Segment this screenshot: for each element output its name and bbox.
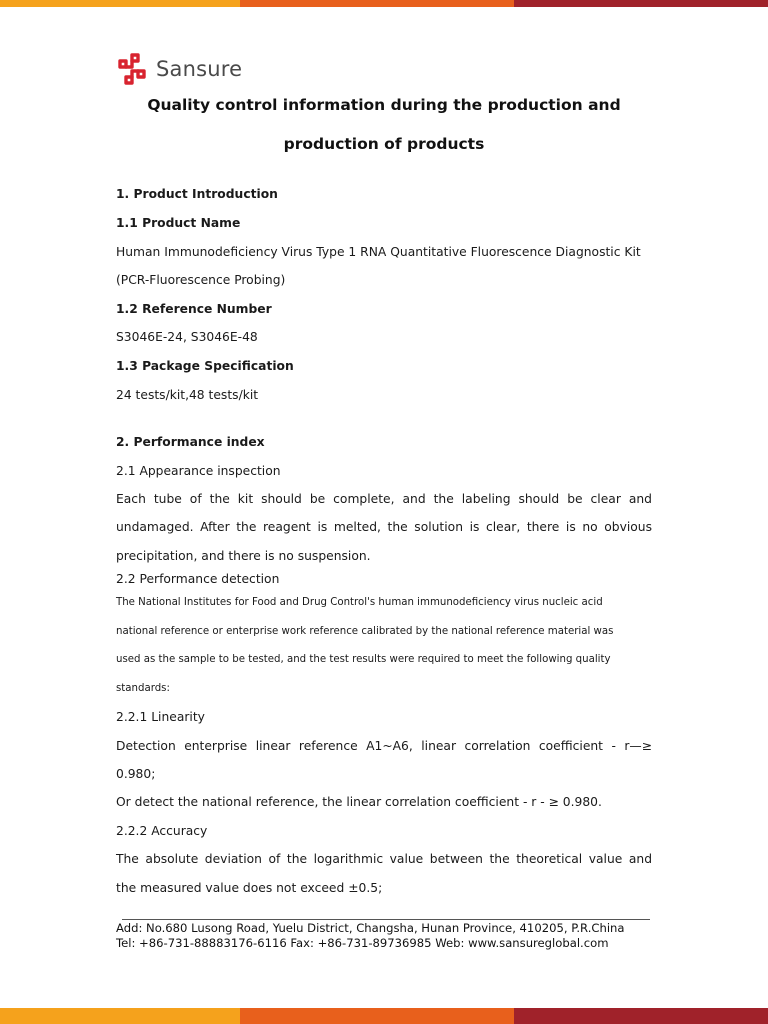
footer-address: Add: No.680 Lusong Road, Yuelu District, Changsha, Hunan Province, 410205, P.R.China — [116, 921, 625, 935]
subsection-heading: 1.2 Reference Number — [116, 302, 272, 316]
paragraph-line: The absolute deviation of the logarithmic value between the theoretical value and — [116, 852, 652, 866]
section-heading: 2. Performance index — [116, 435, 265, 449]
paragraph-line: Or detect the national reference, the linear correlation coefficient - r - ≥ 0.980. — [116, 795, 602, 809]
top-bar-yellow-segment — [0, 0, 240, 7]
paragraph-line: used as the sample to be tested, and the test results were required to meet the following quality — [116, 654, 611, 665]
paragraph-line: national reference or enterprise work reference calibrated by the national reference material was — [116, 626, 614, 637]
document-title-line-1: Quality control information during the production and — [147, 96, 621, 114]
subsection-heading: 2.2.1 Linearity — [116, 710, 205, 724]
bottom-bar-yellow-segment — [0, 1008, 240, 1024]
bottom-color-bar — [0, 1008, 768, 1024]
paragraph-line: The National Institutes for Food and Drug Control's human immunodeficiency virus nucleic acid — [116, 597, 603, 608]
sansure-logo-icon — [114, 52, 150, 86]
paragraph-line: 0.980; — [116, 767, 156, 781]
footer-contact: Tel: +86-731-88883176-6116 Fax: +86-731-89736985 Web: www.sansureglobal.com — [116, 936, 609, 950]
bottom-bar-orange-segment — [240, 1008, 514, 1024]
subsection-heading: 2.2 Performance detection — [116, 572, 280, 586]
paragraph-line: Each tube of the kit should be complete, and the labeling should be clear and — [116, 492, 652, 506]
subsection-heading: 1.3 Package Specification — [116, 359, 294, 373]
paragraph-line: the measured value does not exceed ±0.5; — [116, 881, 383, 895]
bottom-bar-red-segment — [514, 1008, 768, 1024]
subsection-heading: 2.2.2 Accuracy — [116, 824, 208, 838]
paragraph-line: precipitation, and there is no suspension. — [116, 549, 371, 563]
sansure-logo — [114, 52, 242, 86]
top-bar-orange-segment — [240, 0, 514, 7]
brand-name: Sansure — [156, 57, 243, 81]
subsection-heading: 1.1 Product Name — [116, 216, 241, 230]
paragraph-line: Detection enterprise linear reference A1~A6, linear correlation coefficient - r—≥ — [116, 739, 652, 753]
footer-divider — [122, 919, 650, 920]
top-color-bar — [0, 0, 768, 7]
paragraph-line: Human Immunodeficiency Virus Type 1 RNA Quantitative Fluorescence Diagnostic Kit — [116, 245, 641, 259]
section-heading: 1. Product Introduction — [116, 187, 278, 201]
paragraph-line: S3046E-24, S3046E-48 — [116, 330, 258, 344]
paragraph-line: undamaged. After the reagent is melted, the solution is clear, there is no obvious — [116, 520, 652, 534]
paragraph-line: (PCR-Fluorescence Probing) — [116, 273, 286, 287]
subsection-heading: 2.1 Appearance inspection — [116, 464, 281, 478]
paragraph-line: standards: — [116, 683, 170, 694]
top-bar-red-segment — [514, 0, 768, 7]
paragraph-line: 24 tests/kit,48 tests/kit — [116, 388, 259, 402]
document-title-line-2: production of products — [283, 135, 485, 153]
